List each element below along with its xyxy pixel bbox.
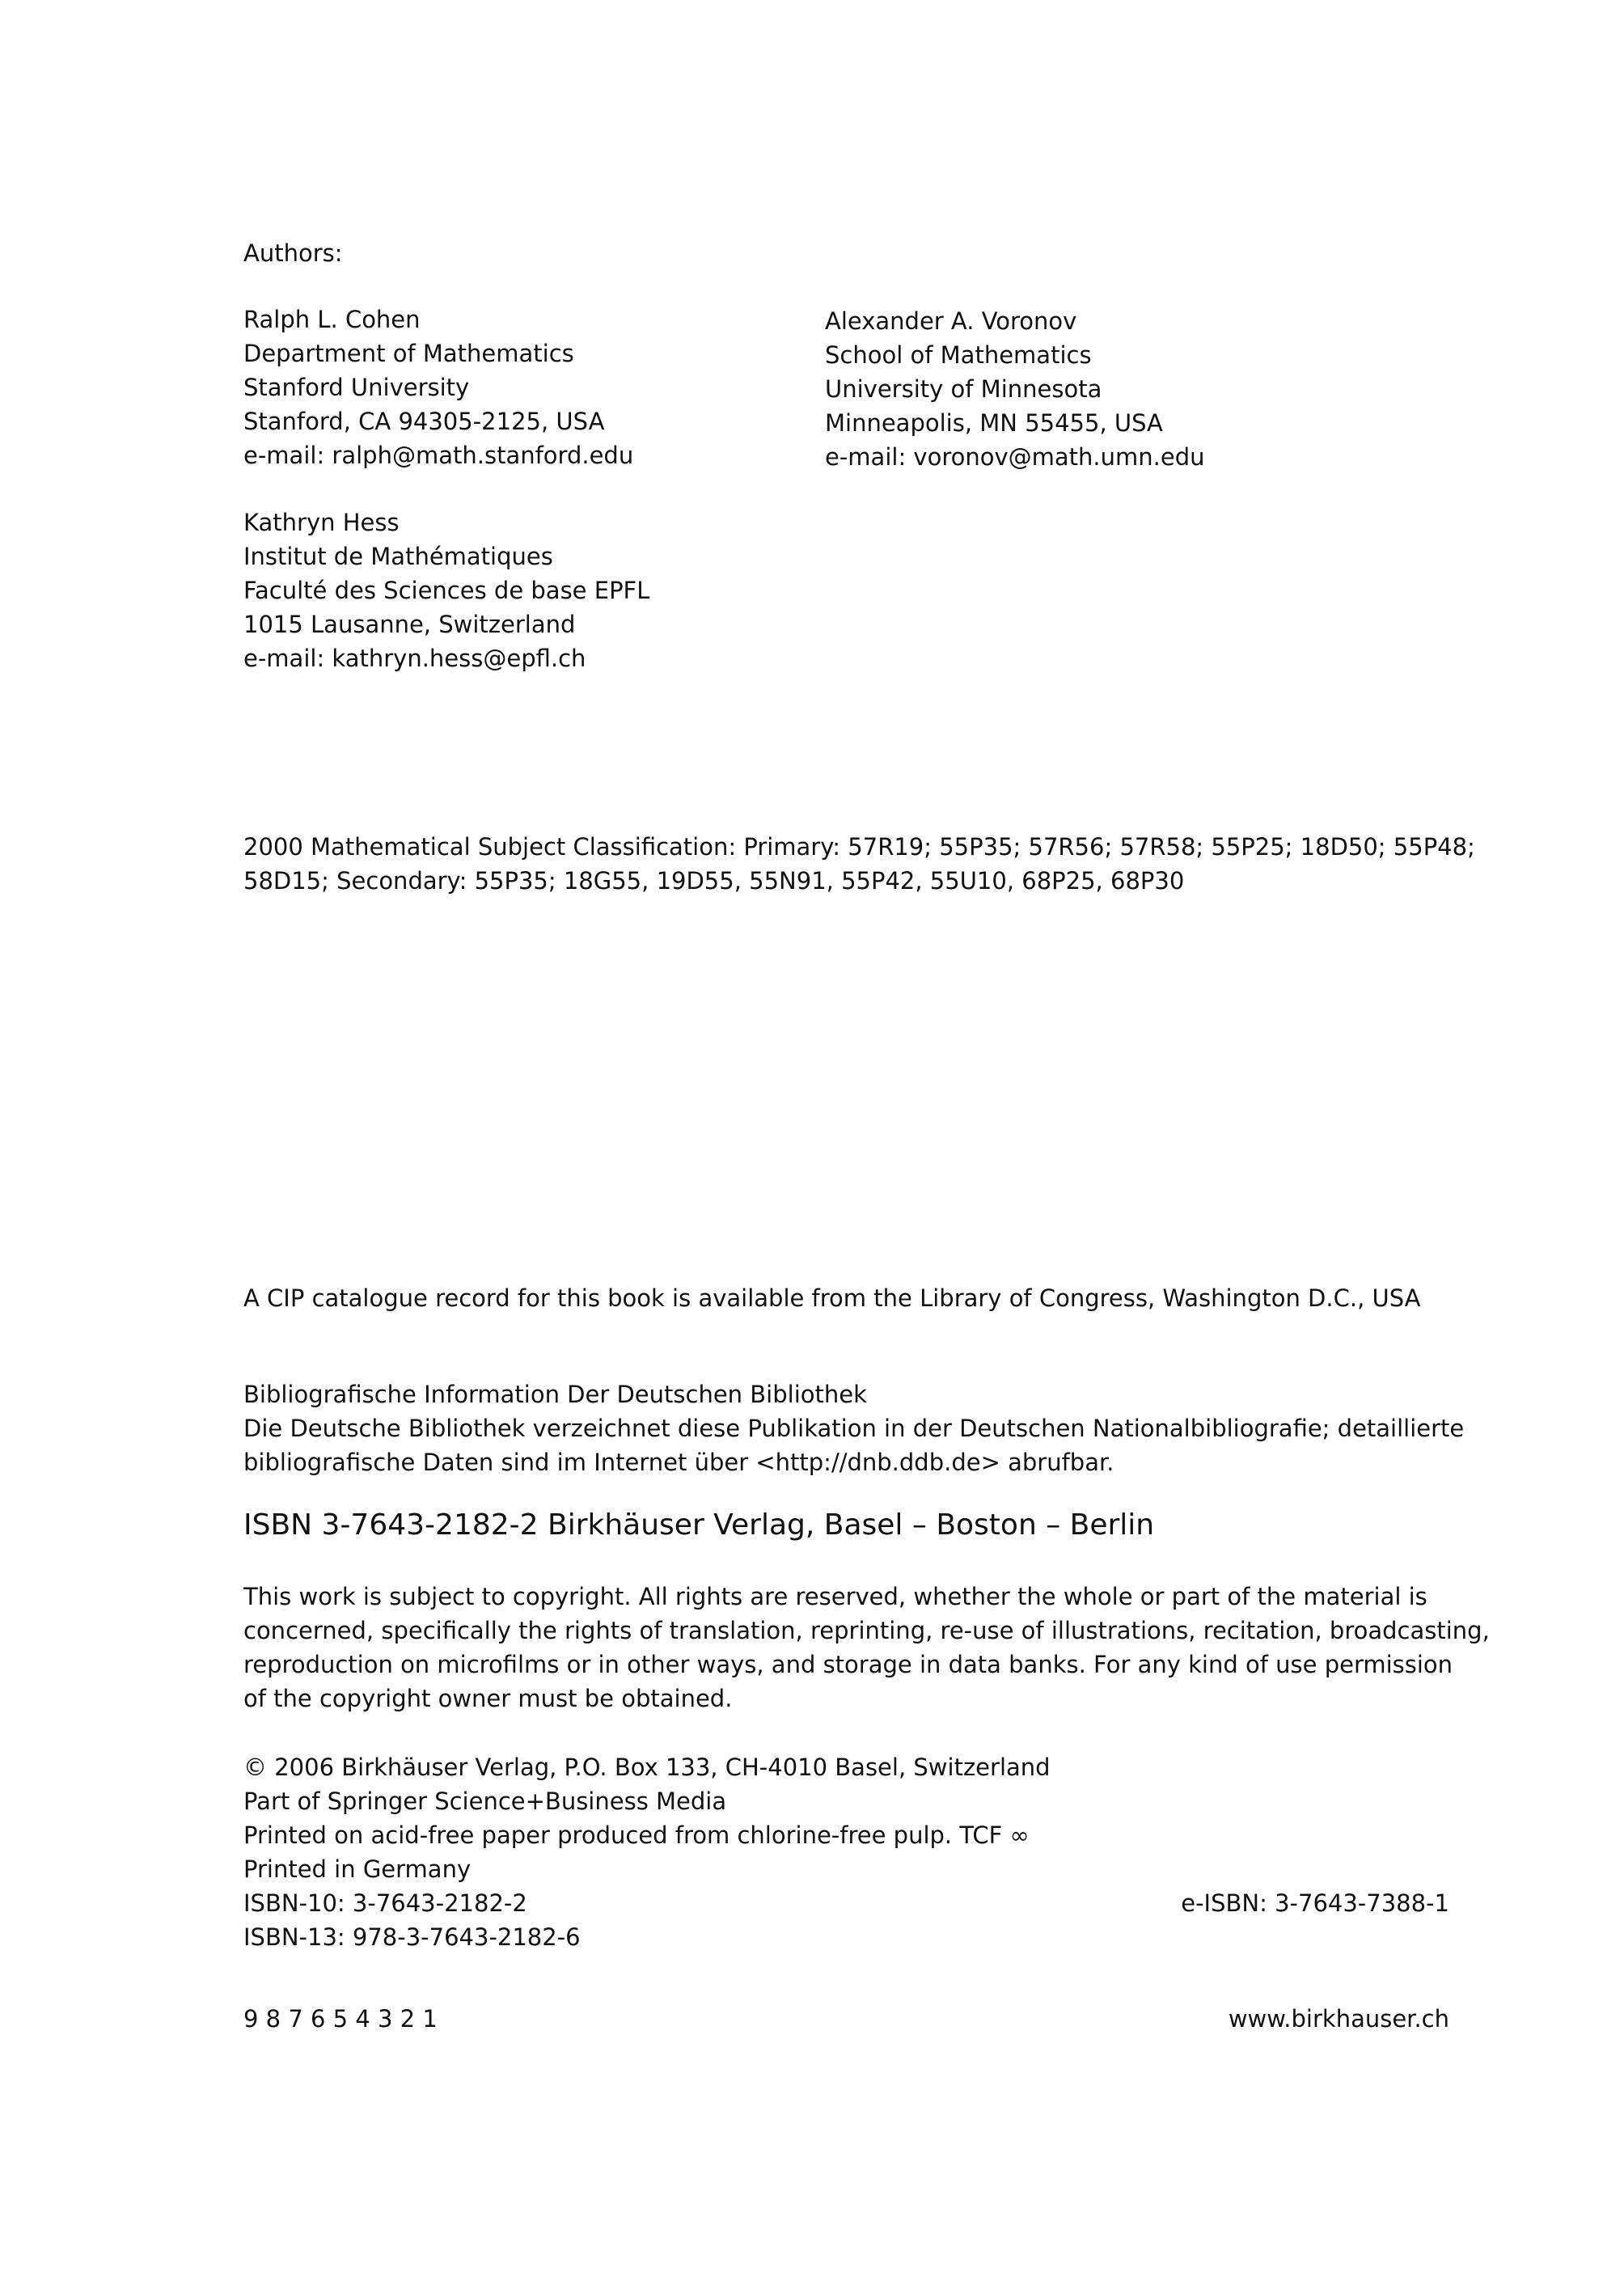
printed-line: Printed in Germany <box>243 1855 472 1883</box>
author-email: e-mail: kathryn.hess@epfl.ch <box>243 645 586 672</box>
main-isbn-line: ISBN 3-7643-2182-2 Birkhäuser Verlag, Basel – Boston – Berlin <box>243 1508 1155 1542</box>
author-affiliation: Stanford University <box>243 374 470 401</box>
author-email: e-mail: voronov@math.umn.edu <box>825 443 1205 471</box>
author-block-hess <box>243 506 649 675</box>
author-email: e-mail: ralph@math.stanford.edu <box>243 442 634 469</box>
eisbn: e-ISBN: 3-7643-7388-1 <box>1181 1889 1449 1917</box>
copyright-notice: This work is subject to copyright. All rights are reserved, whether the whole or part of the material is concerned, specifically the rights of translation, reprinting, re-use of illustrations, recitation, broadcasting, reproduction on microfilms or in other ways, and storage in data banks. For any kind of use permission of the copyright owner must be obtained. <box>243 1583 1490 1712</box>
publisher-website: www.birkhauser.ch <box>1228 2005 1449 2033</box>
isbn13: ISBN-13: 978-3-7643-2182-6 <box>243 1923 581 1951</box>
author-affiliation: Faculté des Sciences de base EPFL <box>243 577 650 604</box>
isbn10: ISBN-10: 3-7643-2182-2 <box>243 1889 527 1917</box>
print-run-numbers: 9 8 7 6 5 4 3 2 1 <box>243 2005 438 2033</box>
author-address: Stanford, CA 94305-2125, USA <box>243 408 605 435</box>
copyright-line: © 2006 Birkhäuser Verlag, P.O. Box 133, CH-4010 Basel, Switzerland <box>243 1754 1051 1781</box>
paper-line: Printed on acid-free paper produced from chlorine-free pulp. TCF ∞ <box>243 1821 1030 1849</box>
msc-classification: 2000 Mathematical Subject Classification: Primary: 57R19; 55P35; 57R56; 57R58; 55P25; 18D50; 55P48; 58D15; Secondary: 55P35; 18G55, 19D55, 55N91, 55P42, 55U10, 68P25, 68P30 <box>243 833 1475 895</box>
author-block-cohen <box>243 302 633 472</box>
bibliographic-info: Bibliografische Information Der Deutschen Bibliothek Die Deutsche Bibliothek verzeichnet diese Publikation in der Deutschen Nationalbibliografie; detaillierte bibliografische Daten sind im Internet über <http://dnb.ddb.de> abrufbar. <box>243 1381 1465 1476</box>
author-affiliation: School of Mathematics <box>825 341 1092 369</box>
authors-heading: Authors: <box>243 239 343 267</box>
author-address: Minneapolis, MN 55455, USA <box>825 409 1163 437</box>
author-address: 1015 Lausanne, Switzerland <box>243 611 576 638</box>
author-affiliation: University of Minnesota <box>825 375 1102 403</box>
author-block-voronov <box>825 304 1205 474</box>
publisher-info <box>243 1750 1051 1954</box>
author-name: Alexander A. Voronov <box>825 307 1077 335</box>
author-name: Ralph L. Cohen <box>243 306 421 333</box>
cip-record: A CIP catalogue record for this book is available from the Library of Congress, Washington D.C., USA <box>243 1284 1421 1312</box>
author-affiliation: Institut de Mathématiques <box>243 543 553 570</box>
author-affiliation: Department of Mathematics <box>243 340 574 367</box>
part-of-line: Part of Springer Science+Business Media <box>243 1787 727 1815</box>
author-name: Kathryn Hess <box>243 509 400 536</box>
